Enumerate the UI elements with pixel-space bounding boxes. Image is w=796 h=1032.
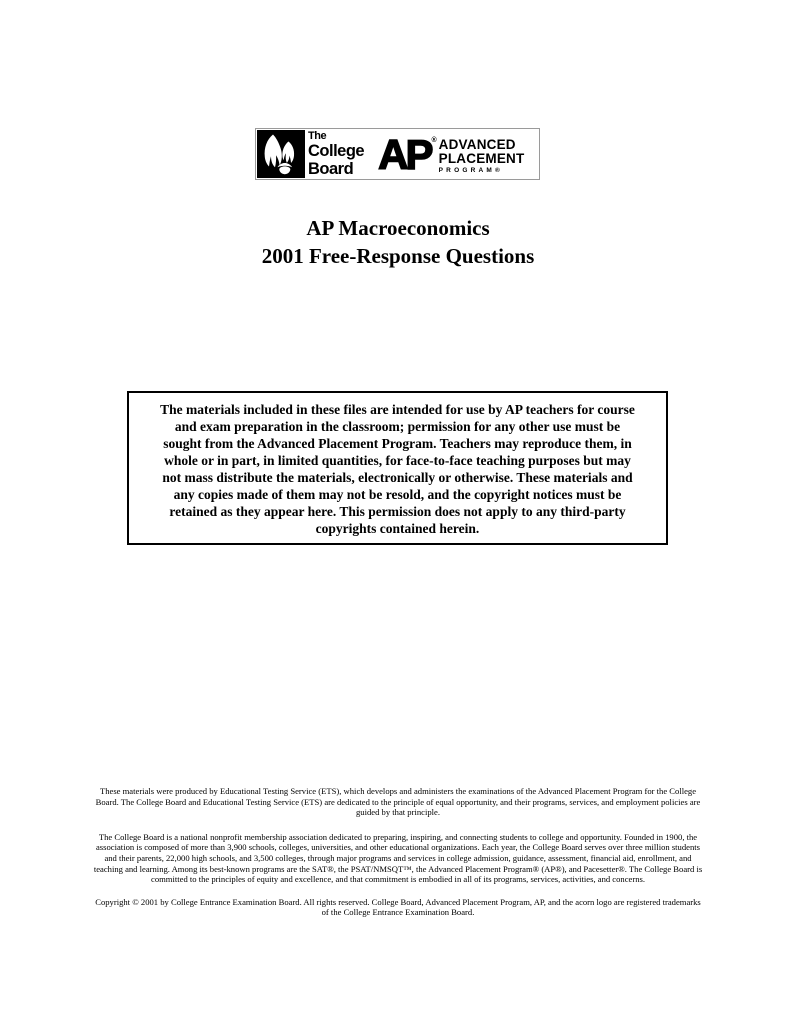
ap-advanced-label: ADVANCED: [438, 136, 516, 152]
notice-line: copyrights contained herein.: [315, 521, 480, 536]
ap-letters: AP: [378, 130, 431, 178]
notice-line: not mass distribute the materials, electronically or otherwise. These materials and: [162, 470, 633, 485]
permission-notice-box: [127, 391, 668, 545]
college-board-wordmark: [308, 131, 364, 177]
college-board-wordmark-college: College: [308, 142, 365, 160]
college-board-wordmark-the: The: [308, 130, 327, 142]
ap-registered-mark: ®: [431, 136, 437, 144]
ap-wordmark: [378, 130, 525, 178]
footer-ets-paragraph: These materials were produced by Educational Testing Service (ETS), which develops and administers the examinations of the Advanced Placement Program for the College Board. The College Board and Educational Testing Service (ETS) are dedicated to the principle of equal opportunity, and their programs, services, and employment policies are guided by that principle.: [95, 786, 701, 818]
notice-line: sought from the Advanced Placement Program. Teachers may reproduce them, in: [163, 436, 632, 451]
notice-line: whole or in part, in limited quantities, for face-to-face teaching purposes but may: [164, 453, 631, 468]
notice-line: any copies made of them may not be resold, and the copyright notices must be: [173, 487, 622, 502]
document-title: [0, 214, 796, 270]
notice-line: retained as they appear here. This permission does not apply to any third-party: [169, 504, 626, 519]
footer-college-board-paragraph: The College Board is a national nonprofit membership association dedicated to preparing, inspiring, and connecting students to college and opportunity. Founded in 1900, the association is composed of more than 3,900 schools, colleges, universities, and other educational organizations. Each year, the College Board serves over three million students and their parents, 22,000 high schools, and 3,500 colleges, through major programs and services in college admission, guidance, assessment, financial aid, enrollment, and teaching and learning. Among its best-known programs are the SAT®, the PSAT/NMSQT™, the Advanced Placement Program® (AP®), and Pacesetter®. The College Board is committed to the principles of equity and excellence, and that commitment is embodied in all of its programs, services, activities, and concerns.: [93, 831, 703, 885]
title-line-1: AP Macroeconomics: [306, 216, 490, 240]
ap-placement-label: PLACEMENT: [438, 150, 525, 166]
college-board-ap-logo: [255, 128, 540, 180]
title-line-2: 2001 Free-Response Questions: [261, 244, 535, 268]
notice-line: and exam preparation in the classroom; permission for any other use must be: [174, 419, 621, 434]
footer-copyright: Copyright © 2001 by College Entrance Examination Board. All rights reserved. College Board, Advanced Placement Program, AP, and the acorn logo are registered trademarks of the College Entrance Examination Board.: [95, 896, 701, 918]
footer: [92, 786, 704, 918]
ap-program-text: [439, 138, 525, 174]
acorn-logo-icon: [257, 130, 305, 178]
ap-program-label: PROGRAM®: [438, 167, 503, 175]
college-board-wordmark-board: Board: [308, 159, 354, 178]
notice-line: The materials included in these files are intended for use by AP teachers for course: [160, 402, 635, 417]
